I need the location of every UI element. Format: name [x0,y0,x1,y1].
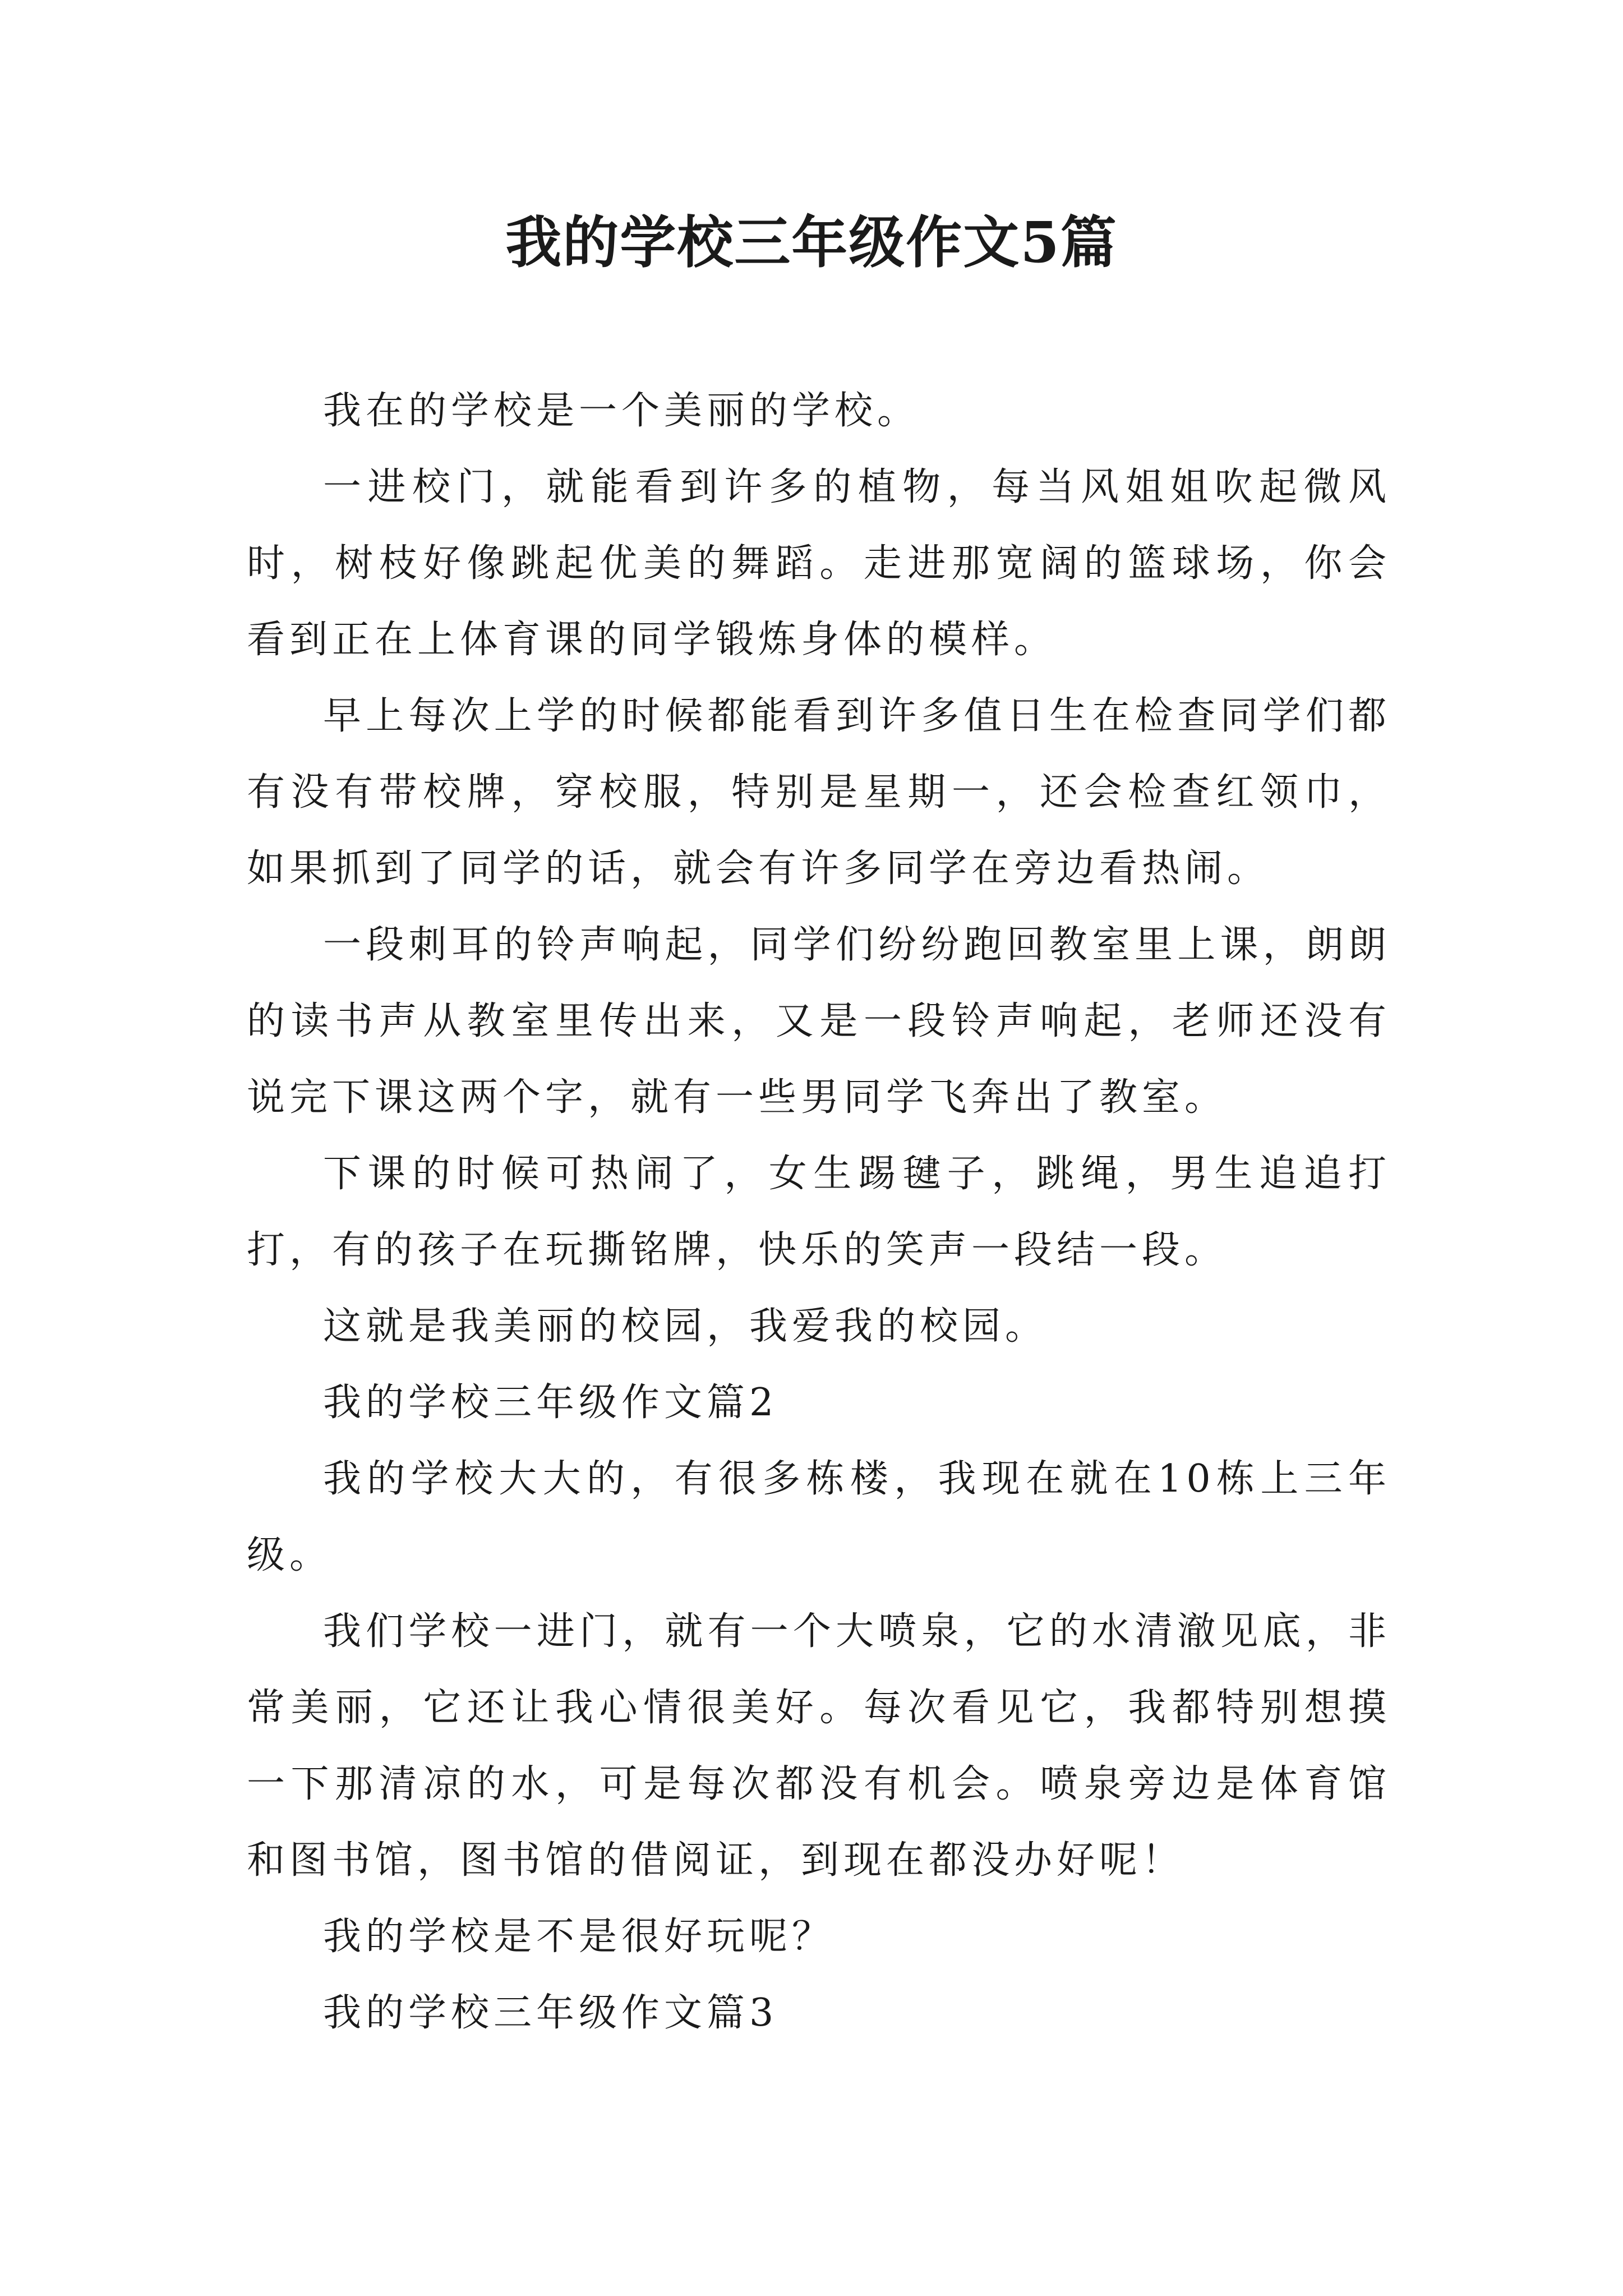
document-body [247,373,1391,2051]
paragraph: 我的学校大大的，有很多栋楼，我现在就在10栋上三年级。 [247,1457,1391,1577]
paragraph: 这就是我美丽的校园，我爱我的校园。 [323,1304,1048,1349]
paragraph: 下课的时候可热闹了，女生踢毽子，跳绳，男生追追打打，有的孩子在玩撕铭牌，快乐的笑声一段结一段。 [247,1152,1391,1272]
paragraph: 我在的学校是一个美丽的学校。 [323,389,920,433]
section-heading: 我的学校三年级作文篇3 [323,1991,778,2035]
paragraph: 我的学校是不是很好玩呢？ [323,1915,835,1959]
paragraph: 一段刺耳的铃声响起，同学们纷纷跑回教室里上课，朗朗的读书声从教室里传出来，又是一段铃声响起，老师还没有说完下课这两个字，就有一些男同学飞奔出了教室。 [247,923,1391,1120]
paragraph: 我们学校一进门，就有一个大喷泉，它的水清澈见底，非常美丽，它还让我心情很美好。每次看见它，我都特别想摸一下那清凉的水，可是每次都没有机会。喷泉旁边是体育馆和图书馆，图书馆的借阅证，到现在都没办好呢！ [247,1609,1391,1883]
page-title: 我的学校三年级作文5篇 [505,209,1118,275]
paragraph: 早上每次上学的时候都能看到许多值日生在检查同学们都有没有带校牌，穿校服，特别是星期一，还会检查红领巾，如果抓到了同学的话，就会有许多同学在旁边看热闹。 [247,694,1391,891]
paragraph: 一进校门，就能看到许多的植物，每当风姐姐吹起微风时，树枝好像跳起优美的舞蹈。走进那宽阔的篮球场，你会看到正在上体育课的同学锻炼身体的模样。 [247,465,1391,662]
section-heading: 我的学校三年级作文篇2 [323,1381,778,1425]
